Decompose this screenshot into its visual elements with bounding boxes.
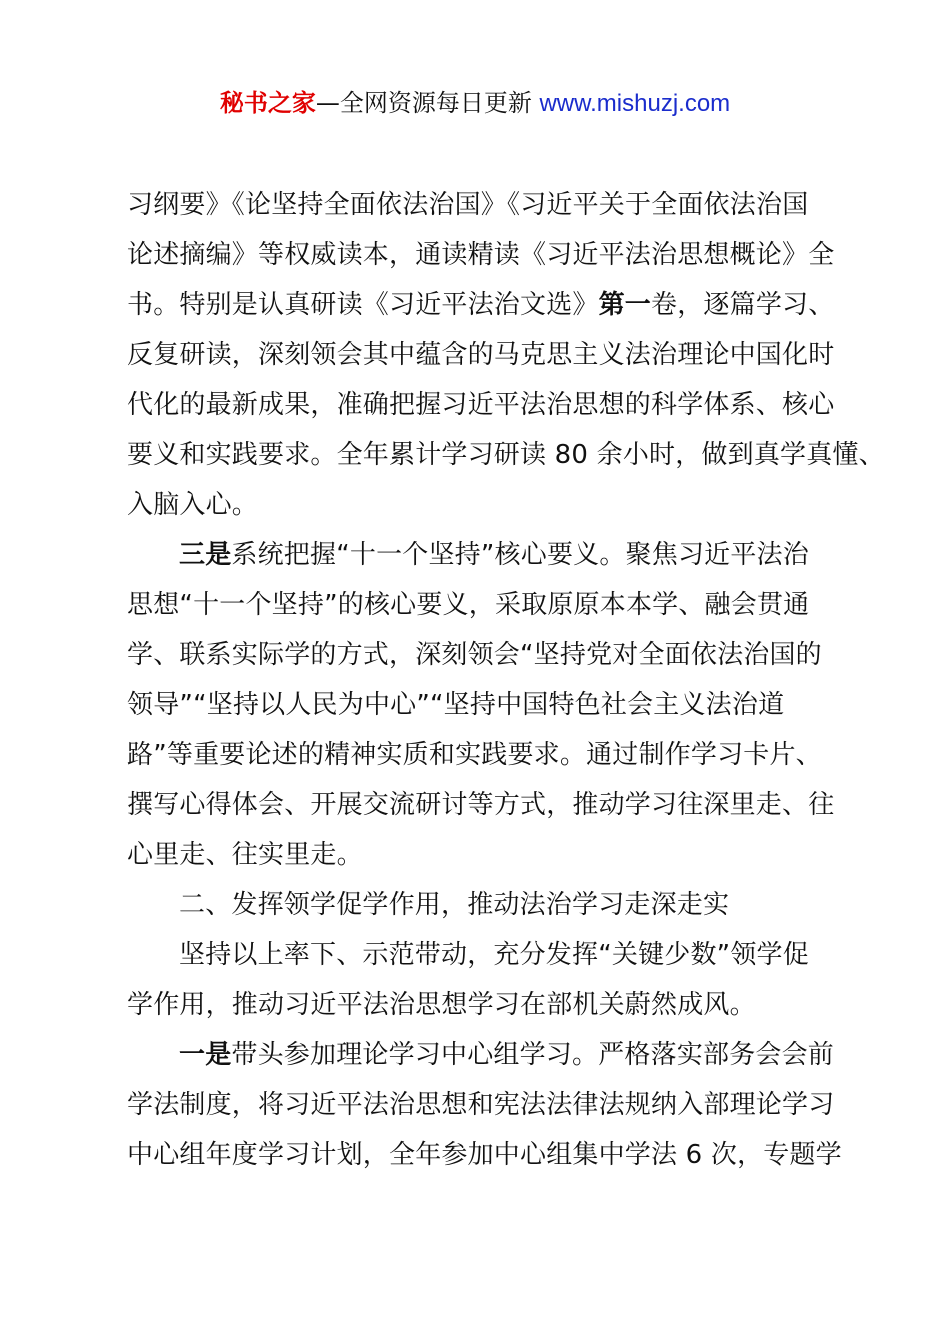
site-url-link[interactable]: www.mishuzj.com <box>539 90 731 117</box>
text-line: 心里走、往实里走。 <box>127 840 363 870</box>
document-body <box>127 180 885 1180</box>
paragraph-core-principles <box>127 530 837 880</box>
text-line: 习纲要》《论坚持全面依法治国》《习近平关于全面依法治国 <box>127 190 809 220</box>
text-line <box>127 530 837 580</box>
text-segment: 书。特别是认真研读《习近平法治文选》 <box>127 290 599 320</box>
text-line: 坚持以上率下、示范带动，充分发挥“关键少数”领学促 <box>179 940 809 970</box>
text-line: 反复研读，深刻领会其中蕴含的马克思主义法治理论中国化时 <box>127 340 835 370</box>
site-header <box>0 86 950 121</box>
text-line: 代化的最新成果，准确把握习近平法治思想的科学体系、核心 <box>127 390 835 420</box>
text-line <box>127 1030 837 1080</box>
text-segment: 卷，逐篇学习、 <box>651 290 835 320</box>
text-line: 入脑入心。 <box>127 490 259 520</box>
bold-text: 第一 <box>598 290 652 320</box>
text-line: 学作用，推动习近平法治思想学习在部机关蔚然成风。 <box>127 990 756 1020</box>
bold-lead: 一是 <box>179 1040 232 1070</box>
text-line <box>127 280 837 330</box>
paragraph-central-group-study <box>127 1030 842 1180</box>
header-tagline: —全网资源每日更新 <box>315 89 540 117</box>
section-heading: 二、发挥领学促学作用，推动法治学习走深走实 <box>179 890 730 920</box>
brand-name: 秘书之家 <box>219 89 316 117</box>
text-line: 撰写心得体会、开展交流研讨等方式，推动学习往深里走、往 <box>127 790 835 820</box>
text-line: 领导”“坚持以人民为中心”“坚持中国特色社会主义法治道 <box>127 690 785 720</box>
text-line: 要义和实践要求。全年累计学习研读 80 余小时，做到真学真懂、 <box>127 440 885 470</box>
text-line: 学、联系实际学的方式，深刻领会“坚持党对全面依法治国的 <box>127 640 822 670</box>
text-line: 路”等重要论述的精神实质和实践要求。通过制作学习卡片、 <box>127 740 822 770</box>
text-line: 论述摘编》等权威读本，通读精读《习近平法治思想概论》全 <box>127 240 835 270</box>
bold-lead: 三是 <box>179 540 232 570</box>
text-segment: 带头参加理论学习中心组学习。严格落实部务会会前 <box>231 1040 835 1070</box>
text-segment: 系统把握“十一个坚持”核心要义。聚焦习近平法治 <box>231 540 809 570</box>
paragraph-study-reading <box>127 180 885 530</box>
text-line: 中心组年度学习计划，全年参加中心组集中学法 6 次，专题学 <box>127 1140 842 1170</box>
text-line: 思想“十一个坚持”的核心要义，采取原原本本学、融会贯通 <box>127 590 810 620</box>
text-line: 学法制度，将习近平法治思想和宪法法律法规纳入部理论学习 <box>127 1090 835 1120</box>
paragraph-leading-role <box>127 930 837 1030</box>
